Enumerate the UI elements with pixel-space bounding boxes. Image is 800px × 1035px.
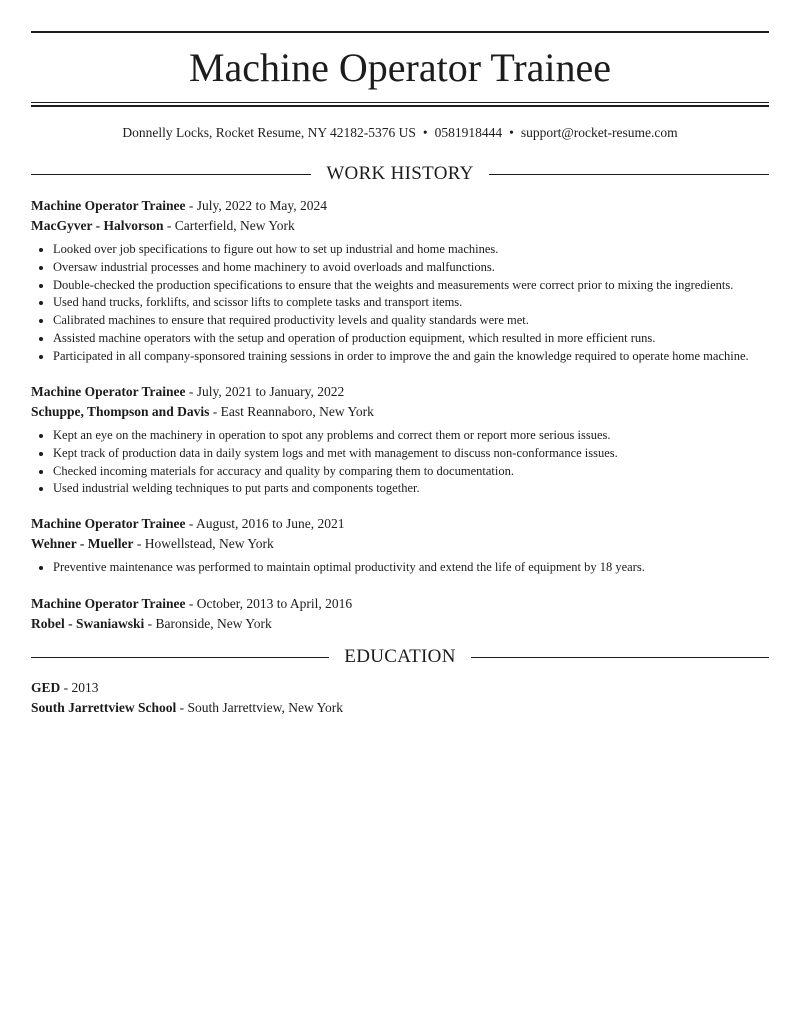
job-role: Machine Operator Trainee [31, 198, 186, 213]
job-location: Carterfield, New York [174, 217, 295, 233]
contact-separator: • [509, 125, 514, 140]
job-bullets [31, 559, 769, 577]
candidate-name: Machine Operator Trainee [188, 45, 612, 90]
job-company: MacGyver - Halvorson [31, 217, 164, 233]
heading-rule-left [31, 657, 329, 658]
list-item: • Participated in all company-sponsored training sessions in order to improve the and gain the knowledge required to operate home machine. [53, 348, 769, 366]
job-entry [31, 196, 769, 366]
list-item: • Double-checked the production specifications to ensure that the weights and measurements were correct prior to mixing the ingredients. [53, 277, 769, 295]
education-school: South Jarrettview School [31, 699, 177, 715]
contact-email: support@rocket-resume.com [520, 125, 678, 140]
contact-phone: 0581918444 [434, 125, 503, 140]
list-item: • Checked incoming materials for accuracy and quality by comparing them to documentation. [53, 463, 769, 481]
job-title-line: Machine Operator Trainee - October, 2013 to April, 2016 [31, 596, 353, 611]
job-bullets [31, 427, 769, 498]
list-item: • Calibrated machines to ensure that required productivity levels and quality standards were met. [53, 312, 769, 330]
job-entry [31, 594, 769, 633]
job-company: Robel - Swaniawski [31, 615, 145, 631]
education-degree-line: GED - 2013 [31, 680, 99, 695]
list-item: • Assisted machine operators with the setup and operation of production equipment, which resulted in more efficient runs. [53, 330, 769, 348]
list-item: • Oversaw industrial processes and home machinery to avoid overloads and malfunctions. [53, 259, 769, 277]
education-location: South Jarrettview, New York [187, 699, 343, 715]
job-company: Wehner - Mueller [31, 535, 134, 551]
header-rule-thin [31, 102, 769, 103]
job-dates: August, 2016 to June, 2021 [196, 516, 345, 531]
job-title-line: Machine Operator Trainee - July, 2022 to May, 2024 [31, 198, 327, 213]
job-entry [31, 382, 769, 498]
job-dates: July, 2022 to May, 2024 [196, 198, 327, 213]
job-company-line: Schuppe, Thompson and Davis - East Reannaboro, New York [31, 403, 374, 419]
job-role: Machine Operator Trainee [31, 384, 186, 399]
heading-rule-right [471, 657, 769, 658]
job-location: Baronside, New York [155, 615, 272, 631]
list-item: • Looked over job specifications to figure out how to set up industrial and home machines. [53, 241, 769, 259]
top-rule [31, 31, 769, 33]
job-title-line: Machine Operator Trainee - August, 2016 to June, 2021 [31, 516, 345, 531]
job-company-line: MacGyver - Halvorson - Carterfield, New York [31, 217, 295, 233]
education-entry [31, 678, 769, 717]
job-bullets [31, 241, 769, 366]
education-year: 2013 [71, 680, 99, 695]
list-item: • Kept an eye on the machinery in operation to spot any problems and correct them or report more serious issues. [53, 427, 769, 445]
job-dates: July, 2021 to January, 2022 [196, 384, 345, 399]
section-title: EDUCATION [344, 646, 456, 667]
job-role: Machine Operator Trainee [31, 516, 186, 531]
heading-rule-right [489, 174, 769, 175]
job-company: Schuppe, Thompson and Davis [31, 403, 210, 419]
heading-rule-left [31, 174, 311, 175]
job-location: Howellstead, New York [144, 535, 274, 551]
section-title: WORK HISTORY [326, 163, 474, 184]
list-item: • Preventive maintenance was performed to maintain optimal productivity and extend the life of equipment by 18 years. [53, 559, 769, 577]
job-entry [31, 514, 769, 577]
job-location: East Reannaboro, New York [220, 403, 374, 419]
job-dates: October, 2013 to April, 2016 [196, 596, 353, 611]
job-company-line: Wehner - Mueller - Howellstead, New York [31, 535, 274, 551]
contact-separator: • [422, 125, 428, 140]
job-title-line: Machine Operator Trainee - July, 2021 to January, 2022 [31, 384, 345, 399]
list-item: • Used hand trucks, forklifts, and scissor lifts to complete tasks and transport items. [53, 294, 769, 312]
education-school-line: South Jarrettview School - South Jarrettview, New York [31, 699, 343, 715]
job-company-line: Robel - Swaniawski - Baronside, New York [31, 615, 272, 631]
work-history-heading [31, 162, 769, 186]
education-heading [31, 645, 769, 669]
contact-address: Donnelly Locks, Rocket Resume, NY 42182-5376 US [122, 125, 416, 140]
list-item: • Kept track of production data in daily system logs and met with management to discuss non-conformance issues. [53, 445, 769, 463]
header-rule-thick [31, 105, 769, 107]
education-degree: GED [31, 680, 61, 695]
list-item: • Used industrial welding techniques to put parts and components together. [53, 480, 769, 498]
contact-line [31, 124, 769, 142]
job-role: Machine Operator Trainee [31, 596, 186, 611]
